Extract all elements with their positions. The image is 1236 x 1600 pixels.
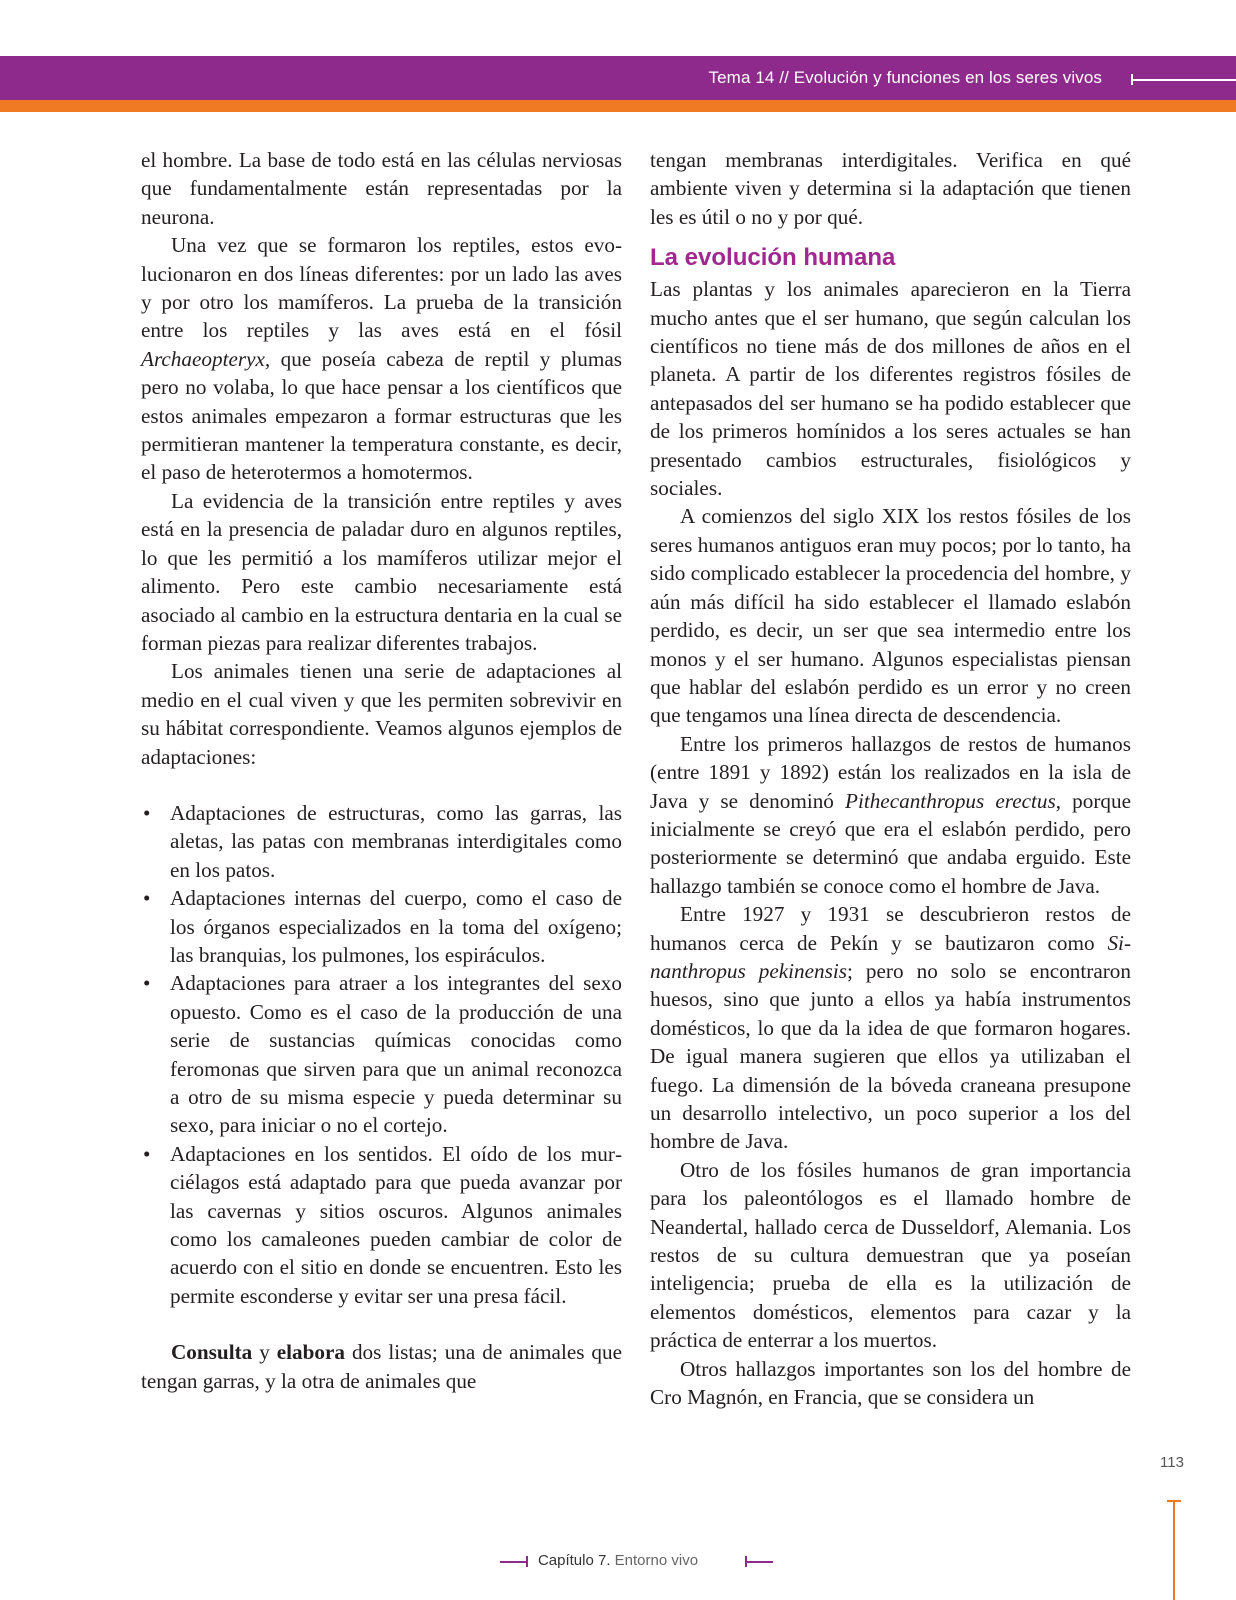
header-rule-tick <box>1131 74 1133 85</box>
header-accent-stripe <box>0 100 1236 112</box>
paragraph: A comienzos del siglo XIX los restos fósiles de los seres humanos antiguos eran muy pocos; por lo tanto, ha sido complicado establecer la procedencia del hombre, y aún más difícil ha sido establecer el llamado eslabón perdido, es decir, un ser que sea intermedio entre los monos y el ser humano. Algunos especialistas piensan que hablar del eslabón perdido es un error y no creen que tengamos una línea directa de descendencia. <box>650 504 1131 728</box>
paragraph: Otros hallazgos importantes son los del hombre de Cro Magnón, en Francia, que se considera un <box>650 1356 1131 1410</box>
paragraph: Las plantas y los animales aparecieron en la Tierra mucho antes que el ser humano, que según calculan los científicos no tiene más de dos millones de años en el planeta. A partir de los diferentes registros fósiles de antepasados del ser humano se ha podido establecer que de los primeros homínidos a los seres actuales se han presentado cambios estructurales, fisiológicos y sociales. <box>650 277 1131 501</box>
adaptations-list <box>141 799 622 1310</box>
paragraph: Entre los primeros hallazgos de restos de humanos (entre 1891 y 1892) están los realizados en la isla de Java y se denominó Pithecanthropus erectus, porque inicialmente se creyó que era el eslabón perdido, pero posteriormente se determinó que andaba erguido. Este hallazgo también se conoce como el hombre de Java. <box>650 731 1131 898</box>
bullet-icon: • <box>143 886 151 911</box>
paragraph: Una vez que se formaron los reptiles, estos evolucionaron en dos líneas diferentes: por un lado las aves y por otro los mamíferos. La prueba de la transición entre los reptiles y las aves está en el fósil Archaeopteryx, que poseía cabeza de reptil y plumas pero no volaba, lo que hace pensar a los científicos que estos animales empezaron a formar estructuras que les permitieran mantener la temperatura constante, es decir, el paso de heterotermos a homotermos. <box>141 233 622 485</box>
species-name: Pithecanthropus erectus <box>845 788 1056 813</box>
list-item: • Adaptaciones en los sentidos. El oído de los murciélagos está adaptado para que pueda avanzar por las cavernas y sitios oscuros. Algunos animales como los camaleones pueden cambiar de color de acuerdo con el sitio en donde se encuentren. Esto les permite esconderse y evitar ser una presa fácil. <box>143 1141 622 1308</box>
header-rule <box>1131 79 1236 81</box>
paragraph: el hombre. La base de todo está en las células nerviosas que fundamentalmente están representadas por la neurona. <box>141 148 622 229</box>
species-name: Sinanthropus pekinensis <box>650 930 1131 983</box>
running-header: Tema 14 // Evolución y funciones en los seres vivos <box>708 68 1102 87</box>
paragraph: Otro de los fósiles humanos de gran importancia para los paleontólogos es el llamado hombre de Neandertal, hallado cerca de Dusseldorf, Alemania. Los restos de su cultura demuestran que ya poseían inteligencia; prueba de ella es la utilización de elementos domésticos, elementos para cazar y la práctica de enterrar a los muertos. <box>650 1157 1131 1353</box>
right-column <box>650 146 1131 1411</box>
list-item: • Adaptaciones de estructuras, como las garras, las aletas, las patas con membranas interdigitales como en los patos. <box>143 800 622 882</box>
bullet-icon: • <box>143 800 151 825</box>
footer-chapter: Capítulo 7. <box>537 1552 611 1569</box>
species-name: Archaeopteryx, <box>141 346 271 371</box>
list-item: • Adaptaciones para atraer a los integrantes del sexo opuesto. Como es el caso de la producción de una serie de sustancias químicas conocidas como feromonas que sirven para que un animal reconozca a otro de su misma especie y pueda determinar su sexo, para iniciar o no el cortejo. <box>143 971 622 1138</box>
paragraph: La evidencia de la transición entre reptiles y aves está en la presencia de paladar duro en algunos reptiles, lo que les permitió a los mamíferos utilizar mejor el alimento. Pero este cambio necesariamente está asociado al cambio en la estructura dentaria en la cual se forman piezas para realizar diferentes trabajos. <box>141 488 622 655</box>
bullet-icon: • <box>143 1141 151 1166</box>
activity-prompt: Consulta y elabora dos listas; una de animales que tengan garras, y la otra de animales que <box>141 1340 623 1393</box>
footer-rule-right-tick <box>745 1556 747 1567</box>
footer-title: Entorno vivo <box>614 1552 699 1569</box>
paragraph: tengan membranas interdigitales. Verifica en qué ambiente viven y determina si la adaptación que tienen les es útil o no y por qué. <box>650 148 1131 229</box>
list-item: • Adaptaciones internas del cuerpo, como el caso de los órganos especializados en la toma del oxígeno; las branquias, los pulmones, los espiráculos. <box>143 886 622 967</box>
section-heading: La evolución humana <box>650 244 896 272</box>
page-marker-line <box>1173 1500 1175 1600</box>
paragraph: Los animales tienen una serie de adaptaciones al medio en el cual viven y que les permiten sobrevivir en su hábitat correspondiente. Veamos algunos ejemplos de adaptaciones: <box>141 659 622 769</box>
page-number: 113 <box>1160 1454 1184 1471</box>
left-column <box>141 146 622 1395</box>
footer-rule-right <box>745 1561 773 1563</box>
running-footer <box>0 1552 1236 1569</box>
bullet-icon: • <box>143 971 151 996</box>
paragraph: Entre 1927 y 1931 se descubrieron restos de humanos cerca de Pekín y se bautizaron como Sinanthropus pekinensis; pero no solo se encontraron huesos, sino que junto a ellos ya había instrumentos domésticos, lo que da la idea de que formaron hogares. De igual manera sugieren que ellos ya utilizaban el fuego. La dimensión de la bóveda craneana presupone un desarrollo intelectivo, un poco superior a los del hombre de Java. <box>650 902 1131 1154</box>
